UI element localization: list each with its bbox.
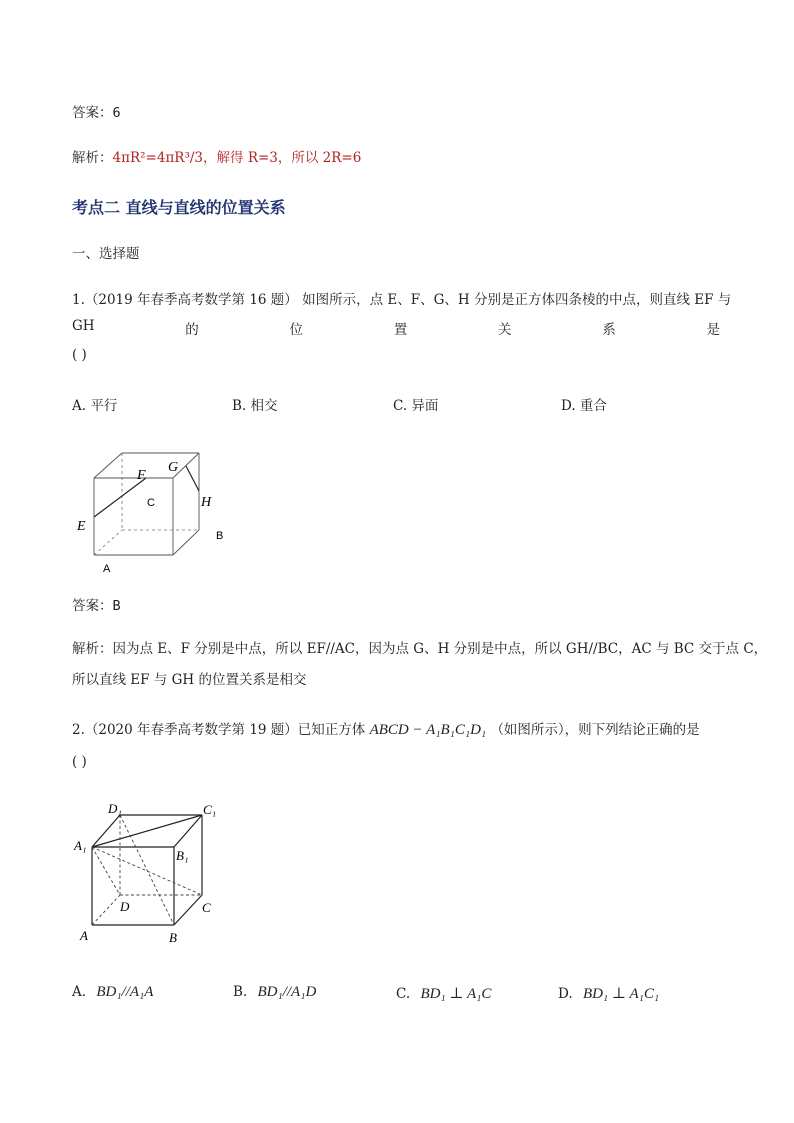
label-e: E — [77, 519, 86, 534]
cube-edge — [92, 815, 120, 847]
q2-option-expr: BD₁//A₁A — [96, 984, 154, 1000]
cube-hidden-edge — [94, 530, 122, 555]
q2-stem-line1 — [72, 718, 700, 739]
q1-answer-label: 答案： — [72, 598, 113, 614]
section-subtitle: 一、选择题 — [72, 246, 140, 262]
diagonal-a1d — [92, 847, 120, 895]
prev-analysis-text: 4πR²=4πR³/3，解得 R=3，所以 2R=6 — [112, 150, 362, 166]
prev-answer-value: 6 — [112, 105, 121, 121]
q1-cube-figure — [70, 445, 240, 580]
label-h: H — [201, 495, 212, 510]
q1-analysis-line2: 所以直线 EF 与 GH 的位置关系是相交 — [72, 672, 307, 688]
cube-edge — [174, 815, 202, 847]
q1-word: 关 — [498, 322, 512, 338]
q2-option-letter: A. — [72, 984, 87, 1000]
q1-word: 是 — [706, 322, 720, 338]
q2-option-expr: BD₁//A₁D — [257, 984, 317, 1000]
label-c: C — [147, 497, 155, 509]
q1-stem-line2 — [72, 318, 720, 338]
q1-option-c: C. 异面 — [393, 398, 439, 414]
q1-answer-value: B — [112, 598, 121, 614]
label-g: G — [168, 460, 179, 475]
q1-word: 位 — [289, 322, 304, 338]
prev-analysis-label: 解析： — [72, 150, 113, 166]
prev-answer — [72, 101, 121, 121]
cube-edge — [94, 453, 122, 478]
prev-analysis — [72, 146, 361, 166]
diagonal-a1c1 — [92, 815, 202, 847]
q1-word: 的 — [185, 322, 199, 338]
section-title: 考点二 直线与直线的位置关系 — [72, 198, 286, 217]
q2-blank: ( ) — [72, 754, 87, 770]
q1-option-b: B. 相交 — [232, 398, 278, 414]
q2-option-a — [72, 984, 153, 1001]
q1-analysis-label: 解析： — [72, 641, 113, 657]
label-b1: B₁ — [176, 848, 189, 863]
q1-option-a: A. 平行 — [72, 398, 118, 414]
q2-option-letter: D. — [558, 986, 573, 1002]
segment-ef — [94, 478, 146, 517]
q2-option-c — [396, 984, 491, 1003]
label-c: C — [202, 900, 211, 915]
q2-stem-prefix: 2.（2020 年春季高考数学第 19 题）已知正方体 — [72, 722, 366, 738]
q1-word: GH — [72, 318, 95, 334]
segment-gh — [186, 466, 199, 491]
q1-analysis-text: 因为点 E、F 分别是中点，所以 EF//AC，因为点 G、H 分别是中点，所以 GH//BC，AC 与 BC 交于点 C， — [112, 641, 768, 657]
q2-option-letter: B. — [233, 984, 248, 1000]
label-b: B — [169, 930, 177, 945]
cube-edge — [173, 530, 199, 555]
prev-answer-label: 答案： — [72, 105, 113, 121]
q2-option-d — [558, 984, 659, 1003]
q2-cube-figure — [72, 797, 232, 947]
q1-blank: ( ) — [72, 347, 87, 363]
q1-option-d: D. 重合 — [561, 398, 607, 414]
label-a: A — [103, 563, 111, 575]
q2-option-b — [233, 984, 316, 1001]
q2-stem-formula: ABCD − A₁B₁C₁D₁ — [369, 722, 487, 738]
q1-word: 置 — [393, 322, 408, 338]
label-c1: C₁ — [203, 802, 217, 817]
label-a: A — [80, 928, 88, 943]
cube-edge — [174, 895, 202, 925]
q2-option-expr: BD₁ ⊥ A₁C — [420, 986, 492, 1002]
q1-stem-line1: 1.（2019 年春季高考数学第 16 题） 如图所示，点 E、F、G、H 分别是正方体四条棱的中点，则直线 EF 与 — [72, 292, 732, 308]
q1-answer — [72, 594, 121, 614]
q2-option-expr: BD₁ ⊥ A₁C₁ — [582, 986, 660, 1002]
label-b: B — [216, 530, 224, 542]
q2-option-letter: C. — [396, 986, 411, 1002]
q1-word: 系 — [602, 322, 616, 338]
label-f: F — [137, 468, 146, 483]
label-d1: D₁ — [108, 801, 122, 816]
label-d: D — [120, 899, 130, 914]
label-a1: A₁ — [74, 838, 87, 853]
cube-hidden-edge — [92, 895, 120, 925]
q2-stem-suffix: （如图所示），则下列结论正确的是 — [490, 722, 700, 738]
q1-analysis-line1 — [72, 637, 767, 657]
